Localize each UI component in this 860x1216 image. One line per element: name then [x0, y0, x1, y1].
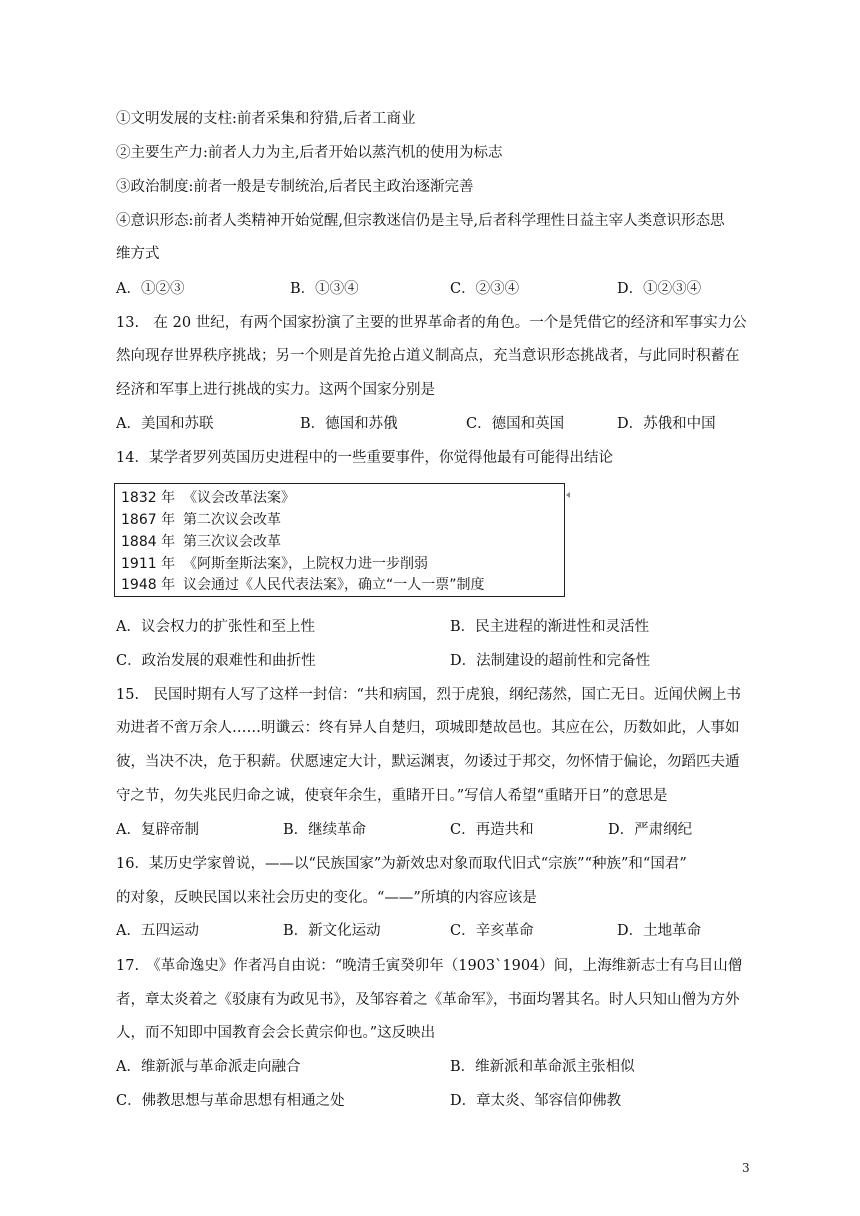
q12-item-2: ②主要生产力:前者人力为主,后者开始以蒸汽机的使用为标志 [116, 145, 503, 161]
q17-option-c: C．佛教思想与革命思想有相通之处 [116, 1093, 345, 1109]
q14-option-a: A．议会权力的扩张性和至上性 [116, 619, 315, 635]
q15-option-c: C．再造共和 [450, 822, 534, 838]
table-row [121, 488, 295, 508]
q13-option-b: B．德国和苏俄 [300, 416, 398, 432]
table-event: 《阿斯奎斯法案》，上院权力进一步削弱 [183, 556, 428, 572]
q12-option-a: A．①②③ [116, 281, 185, 297]
q15-stem-line-3: 彼，当决不决，危于积薪。伏愿速定大计，默运渊衷，勿诿过于邦交，勿怀情于偏论，勿蹈匹夫遁 [116, 754, 740, 770]
q16-option-c: C．辛亥革命 [450, 923, 534, 939]
q13-option-d: D．苏俄和中国 [617, 416, 716, 432]
table-year: 1948 年 [121, 577, 176, 593]
q14-stem: 14．某学者罗列英国历史进程中的一些重要事件，你觉得他最有可能得出结论 [116, 450, 613, 466]
q17-stem-line-2: 者，章太炎着之《驳康有为政见书》，及邹容着之《革命军》，书面均署其名。时人只知山僧为方外 [116, 992, 740, 1008]
q15-option-b: B．继续革命 [283, 822, 367, 838]
q17-option-d: D．章太炎、邹容信仰佛教 [450, 1093, 622, 1109]
q14-option-d: D．法制建设的超前性和完备性 [450, 653, 651, 669]
q12-option-d: D．①②③④ [617, 281, 702, 297]
q13-stem-line-2: 然向现存世界秩序挑战；另一个则是首先抢占道义制高点，充当意识形态挑战者，与此同时积蓄在 [116, 348, 740, 364]
table-year: 1884 年 [121, 534, 176, 550]
q12-item-4-cont: 维方式 [116, 246, 160, 262]
q16-option-b: B．新文化运动 [283, 923, 381, 939]
q13-stem-line-1: 13. 在 20 世纪，有两个国家扮演了主要的世界革命者的角色。一个是凭借它的经济和军事实力公 [116, 315, 747, 331]
q13-option-a: A．美国和苏联 [116, 416, 214, 432]
table-event: 第三次议会改革 [183, 534, 281, 550]
q17-stem-line-3: 人，而不知即中国教育会会长黄宗仰也。”这反映出 [116, 1025, 436, 1041]
table-year: 1867 年 [121, 512, 176, 528]
table-event: 第二次议会改革 [183, 512, 281, 528]
q13-stem-line-3: 经济和军事上进行挑战的实力。这两个国家分别是 [116, 382, 435, 398]
table-anchor-marker [566, 492, 570, 498]
q15-stem-line-4: 守之节，勿失兆民归命之诚，使衰年余生，重睹开日。”写信人希望“重睹开日”的意思是 [116, 788, 668, 804]
table-year: 1911 年 [121, 556, 176, 572]
q17-option-a: A．维新派与革命派走向融合 [116, 1059, 301, 1075]
q16-stem-line-2: 的对象，反映民国以来社会历史的变化。“——”所填的内容应该是 [116, 890, 537, 906]
table-row [121, 510, 281, 530]
table-year: 1832 年 [121, 490, 176, 506]
q12-option-b: B．①③④ [290, 281, 359, 297]
q16-option-d: D．土地革命 [617, 923, 702, 939]
table-row [121, 554, 428, 574]
q15-stem-line-1: 15. 民国时期有人写了这样一封信：“共和病国，烈于虎狼，纲纪荡然，国亡无日。近闻伏阙上书 [116, 687, 741, 703]
q15-option-a: A．复辟帝制 [116, 822, 199, 838]
q16-stem-line-1: 16．某历史学家曾说，——以“民族国家”为新效忠对象而取代旧式“宗族”“种族”和“国君” [116, 856, 687, 872]
q12-item-1: ①文明发展的支柱:前者采集和狩猎,后者工商业 [116, 111, 416, 127]
q15-stem-line-2: 劝进者不啻万余人……明谶云：终有异人自楚归，项城即楚故邑也。其应在公，历数如此，人事如 [116, 720, 740, 736]
q14-option-c: C．政治发展的艰难性和曲折性 [116, 653, 316, 669]
q12-option-c: C．②③④ [450, 281, 520, 297]
q12-item-4: ④意识形态:前者人类精神开始觉醒,但宗教迷信仍是主导,后者科学理性日益主宰人类意识形态思 [116, 213, 725, 229]
q14-option-b: B．民主进程的渐进性和灵活性 [450, 619, 650, 635]
table-row [121, 575, 485, 595]
table-event: 《议会改革法案》 [183, 490, 295, 506]
q16-option-a: A．五四运动 [116, 923, 199, 939]
q17-option-b: B．维新派和革命派主张相似 [450, 1059, 635, 1075]
q14-event-table [114, 483, 565, 597]
q17-stem-line-1: 17. 《革命逸史》作者冯自由说：“晚清壬寅癸卯年（1903`1904）间，上海维新志士有乌目山僧 [116, 958, 743, 974]
table-event: 议会通过《人民代表法案》，确立“一人一票”制度 [183, 577, 485, 593]
q13-option-c: C．德国和英国 [466, 416, 565, 432]
page-number: 3 [742, 1161, 750, 1175]
q15-option-d: D．严肃纲纪 [608, 822, 693, 838]
table-row [121, 532, 281, 552]
q12-item-3: ③政治制度:前者一般是专制统治,后者民主政治逐渐完善 [116, 179, 474, 195]
